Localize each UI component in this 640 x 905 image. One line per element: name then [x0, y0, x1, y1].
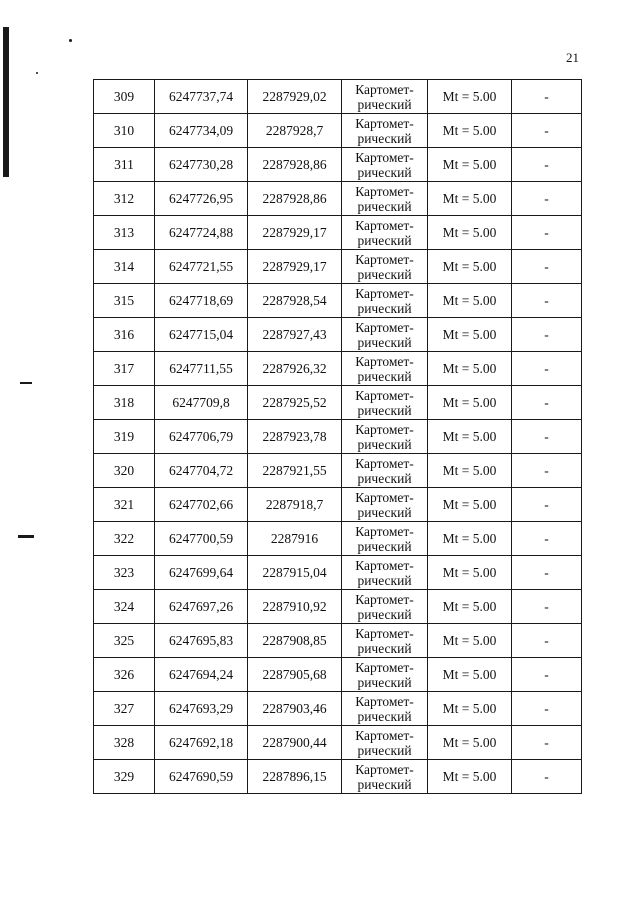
y-coordinate-cell: 2287927,43: [248, 318, 342, 352]
method-line: Картомет-: [355, 387, 414, 403]
method-line: рический: [357, 572, 412, 588]
accuracy-cell: Mt = 5.00: [428, 692, 512, 726]
x-coordinate-cell: 6247694,24: [155, 658, 248, 692]
method-line: Картомет-: [355, 591, 414, 607]
method-line: Картомет-: [355, 81, 414, 97]
method-cell: [342, 182, 428, 216]
method-line: рический: [357, 164, 412, 180]
method-line: Картомет-: [355, 659, 414, 675]
method-line: рический: [357, 402, 412, 418]
method-line: рический: [357, 368, 412, 384]
table-row: [94, 590, 582, 624]
x-coordinate-cell: 6247709,8: [155, 386, 248, 420]
note-cell: -: [512, 488, 582, 522]
table-row: [94, 488, 582, 522]
note-cell: -: [512, 692, 582, 726]
method-line: Картомет-: [355, 149, 414, 165]
method-line: рический: [357, 96, 412, 112]
y-coordinate-cell: 2287926,32: [248, 352, 342, 386]
y-coordinate-cell: 2287900,44: [248, 726, 342, 760]
binder-hole-mark: [18, 535, 34, 538]
method-cell: [342, 760, 428, 794]
method-line: рический: [357, 776, 412, 792]
y-coordinate-cell: 2287928,86: [248, 182, 342, 216]
note-cell: -: [512, 760, 582, 794]
y-coordinate-cell: 2287905,68: [248, 658, 342, 692]
y-coordinate-cell: 2287916: [248, 522, 342, 556]
method-line: Картомет-: [355, 455, 414, 471]
note-cell: -: [512, 386, 582, 420]
point-number-cell: 322: [94, 522, 155, 556]
method-line: рический: [357, 266, 412, 282]
point-number-cell: 315: [94, 284, 155, 318]
x-coordinate-cell: 6247718,69: [155, 284, 248, 318]
coordinates-table-body: [94, 80, 582, 794]
point-number-cell: 312: [94, 182, 155, 216]
accuracy-cell: Mt = 5.00: [428, 216, 512, 250]
method-line: рический: [357, 334, 412, 350]
y-coordinate-cell: 2287929,17: [248, 250, 342, 284]
x-coordinate-cell: 6247734,09: [155, 114, 248, 148]
method-line: Картомет-: [355, 285, 414, 301]
method-cell: [342, 692, 428, 726]
point-number-cell: 325: [94, 624, 155, 658]
method-cell: [342, 420, 428, 454]
accuracy-cell: Mt = 5.00: [428, 488, 512, 522]
method-cell: [342, 454, 428, 488]
point-number-cell: 326: [94, 658, 155, 692]
x-coordinate-cell: 6247693,29: [155, 692, 248, 726]
accuracy-cell: Mt = 5.00: [428, 760, 512, 794]
note-cell: -: [512, 148, 582, 182]
method-line: рический: [357, 436, 412, 452]
point-number-cell: 329: [94, 760, 155, 794]
table-row: [94, 386, 582, 420]
method-cell: [342, 522, 428, 556]
accuracy-cell: Mt = 5.00: [428, 114, 512, 148]
point-number-cell: 328: [94, 726, 155, 760]
method-cell: [342, 352, 428, 386]
table-row: [94, 556, 582, 590]
method-cell: [342, 216, 428, 250]
y-coordinate-cell: 2287908,85: [248, 624, 342, 658]
method-line: Картомет-: [355, 761, 414, 777]
table-row: [94, 726, 582, 760]
note-cell: -: [512, 80, 582, 114]
method-line: Картомет-: [355, 251, 414, 267]
note-cell: -: [512, 556, 582, 590]
point-number-cell: 313: [94, 216, 155, 250]
table-row: [94, 658, 582, 692]
x-coordinate-cell: 6247699,64: [155, 556, 248, 590]
note-cell: -: [512, 624, 582, 658]
accuracy-cell: Mt = 5.00: [428, 148, 512, 182]
accuracy-cell: Mt = 5.00: [428, 590, 512, 624]
accuracy-cell: Mt = 5.00: [428, 726, 512, 760]
accuracy-cell: Mt = 5.00: [428, 318, 512, 352]
table-row: [94, 522, 582, 556]
y-coordinate-cell: 2287921,55: [248, 454, 342, 488]
note-cell: -: [512, 522, 582, 556]
table-row: [94, 250, 582, 284]
table-row: [94, 760, 582, 794]
accuracy-cell: Mt = 5.00: [428, 386, 512, 420]
accuracy-cell: Mt = 5.00: [428, 352, 512, 386]
method-line: Картомет-: [355, 115, 414, 131]
point-number-cell: 310: [94, 114, 155, 148]
note-cell: -: [512, 114, 582, 148]
point-number-cell: 324: [94, 590, 155, 624]
y-coordinate-cell: 2287928,86: [248, 148, 342, 182]
method-line: рический: [357, 130, 412, 146]
method-line: Картомет-: [355, 183, 414, 199]
point-number-cell: 320: [94, 454, 155, 488]
x-coordinate-cell: 6247692,18: [155, 726, 248, 760]
y-coordinate-cell: 2287928,54: [248, 284, 342, 318]
method-cell: [342, 386, 428, 420]
method-cell: [342, 658, 428, 692]
method-line: рический: [357, 504, 412, 520]
coordinates-table: [93, 79, 582, 794]
accuracy-cell: Mt = 5.00: [428, 250, 512, 284]
method-cell: [342, 114, 428, 148]
y-coordinate-cell: 2287918,7: [248, 488, 342, 522]
method-line: рический: [357, 300, 412, 316]
y-coordinate-cell: 2287928,7: [248, 114, 342, 148]
point-number-cell: 309: [94, 80, 155, 114]
note-cell: -: [512, 318, 582, 352]
method-line: рический: [357, 742, 412, 758]
note-cell: -: [512, 216, 582, 250]
x-coordinate-cell: 6247702,66: [155, 488, 248, 522]
scan-speck: [69, 39, 72, 42]
method-line: рический: [357, 640, 412, 656]
point-number-cell: 327: [94, 692, 155, 726]
note-cell: -: [512, 590, 582, 624]
y-coordinate-cell: 2287929,02: [248, 80, 342, 114]
x-coordinate-cell: 6247737,74: [155, 80, 248, 114]
page-number: 21: [566, 50, 579, 65]
y-coordinate-cell: 2287903,46: [248, 692, 342, 726]
table-row: [94, 352, 582, 386]
method-line: рический: [357, 470, 412, 486]
x-coordinate-cell: 6247724,88: [155, 216, 248, 250]
method-cell: [342, 624, 428, 658]
point-number-cell: 317: [94, 352, 155, 386]
note-cell: -: [512, 454, 582, 488]
x-coordinate-cell: 6247726,95: [155, 182, 248, 216]
method-cell: [342, 488, 428, 522]
table-row: [94, 80, 582, 114]
accuracy-cell: Mt = 5.00: [428, 80, 512, 114]
y-coordinate-cell: 2287929,17: [248, 216, 342, 250]
method-line: рический: [357, 538, 412, 554]
x-coordinate-cell: 6247697,26: [155, 590, 248, 624]
point-number-cell: 316: [94, 318, 155, 352]
x-coordinate-cell: 6247706,79: [155, 420, 248, 454]
y-coordinate-cell: 2287896,15: [248, 760, 342, 794]
note-cell: -: [512, 250, 582, 284]
method-cell: [342, 318, 428, 352]
accuracy-cell: Mt = 5.00: [428, 420, 512, 454]
y-coordinate-cell: 2287925,52: [248, 386, 342, 420]
table-row: [94, 216, 582, 250]
table-row: [94, 624, 582, 658]
note-cell: -: [512, 182, 582, 216]
y-coordinate-cell: 2287915,04: [248, 556, 342, 590]
accuracy-cell: Mt = 5.00: [428, 658, 512, 692]
x-coordinate-cell: 6247704,72: [155, 454, 248, 488]
table-row: [94, 454, 582, 488]
method-line: Картомет-: [355, 489, 414, 505]
method-line: Картомет-: [355, 523, 414, 539]
method-line: Картомет-: [355, 557, 414, 573]
method-cell: [342, 556, 428, 590]
scan-edge-mark: [3, 27, 9, 177]
note-cell: -: [512, 352, 582, 386]
table-row: [94, 692, 582, 726]
method-line: рический: [357, 232, 412, 248]
accuracy-cell: Mt = 5.00: [428, 454, 512, 488]
method-line: рический: [357, 198, 412, 214]
y-coordinate-cell: 2287910,92: [248, 590, 342, 624]
x-coordinate-cell: 6247715,04: [155, 318, 248, 352]
x-coordinate-cell: 6247690,59: [155, 760, 248, 794]
table-row: [94, 114, 582, 148]
point-number-cell: 323: [94, 556, 155, 590]
accuracy-cell: Mt = 5.00: [428, 182, 512, 216]
method-line: Картомет-: [355, 727, 414, 743]
method-cell: [342, 590, 428, 624]
method-line: рический: [357, 674, 412, 690]
note-cell: -: [512, 726, 582, 760]
note-cell: -: [512, 284, 582, 318]
point-number-cell: 319: [94, 420, 155, 454]
method-cell: [342, 284, 428, 318]
x-coordinate-cell: 6247730,28: [155, 148, 248, 182]
method-line: Картомет-: [355, 693, 414, 709]
method-line: Картомет-: [355, 319, 414, 335]
point-number-cell: 311: [94, 148, 155, 182]
note-cell: -: [512, 420, 582, 454]
binder-hole-mark: [20, 382, 32, 384]
note-cell: -: [512, 658, 582, 692]
point-number-cell: 321: [94, 488, 155, 522]
y-coordinate-cell: 2287923,78: [248, 420, 342, 454]
accuracy-cell: Mt = 5.00: [428, 624, 512, 658]
table-row: [94, 420, 582, 454]
method-cell: [342, 80, 428, 114]
method-line: рический: [357, 606, 412, 622]
table-row: [94, 318, 582, 352]
table-row: [94, 148, 582, 182]
method-line: рический: [357, 708, 412, 724]
accuracy-cell: Mt = 5.00: [428, 556, 512, 590]
accuracy-cell: Mt = 5.00: [428, 522, 512, 556]
x-coordinate-cell: 6247721,55: [155, 250, 248, 284]
method-cell: [342, 726, 428, 760]
method-cell: [342, 148, 428, 182]
method-line: Картомет-: [355, 421, 414, 437]
table-row: [94, 182, 582, 216]
x-coordinate-cell: 6247700,59: [155, 522, 248, 556]
table-row: [94, 284, 582, 318]
point-number-cell: 318: [94, 386, 155, 420]
x-coordinate-cell: 6247695,83: [155, 624, 248, 658]
method-line: Картомет-: [355, 353, 414, 369]
method-cell: [342, 250, 428, 284]
x-coordinate-cell: 6247711,55: [155, 352, 248, 386]
accuracy-cell: Mt = 5.00: [428, 284, 512, 318]
point-number-cell: 314: [94, 250, 155, 284]
scan-speck: [36, 72, 38, 74]
method-line: Картомет-: [355, 625, 414, 641]
method-line: Картомет-: [355, 217, 414, 233]
